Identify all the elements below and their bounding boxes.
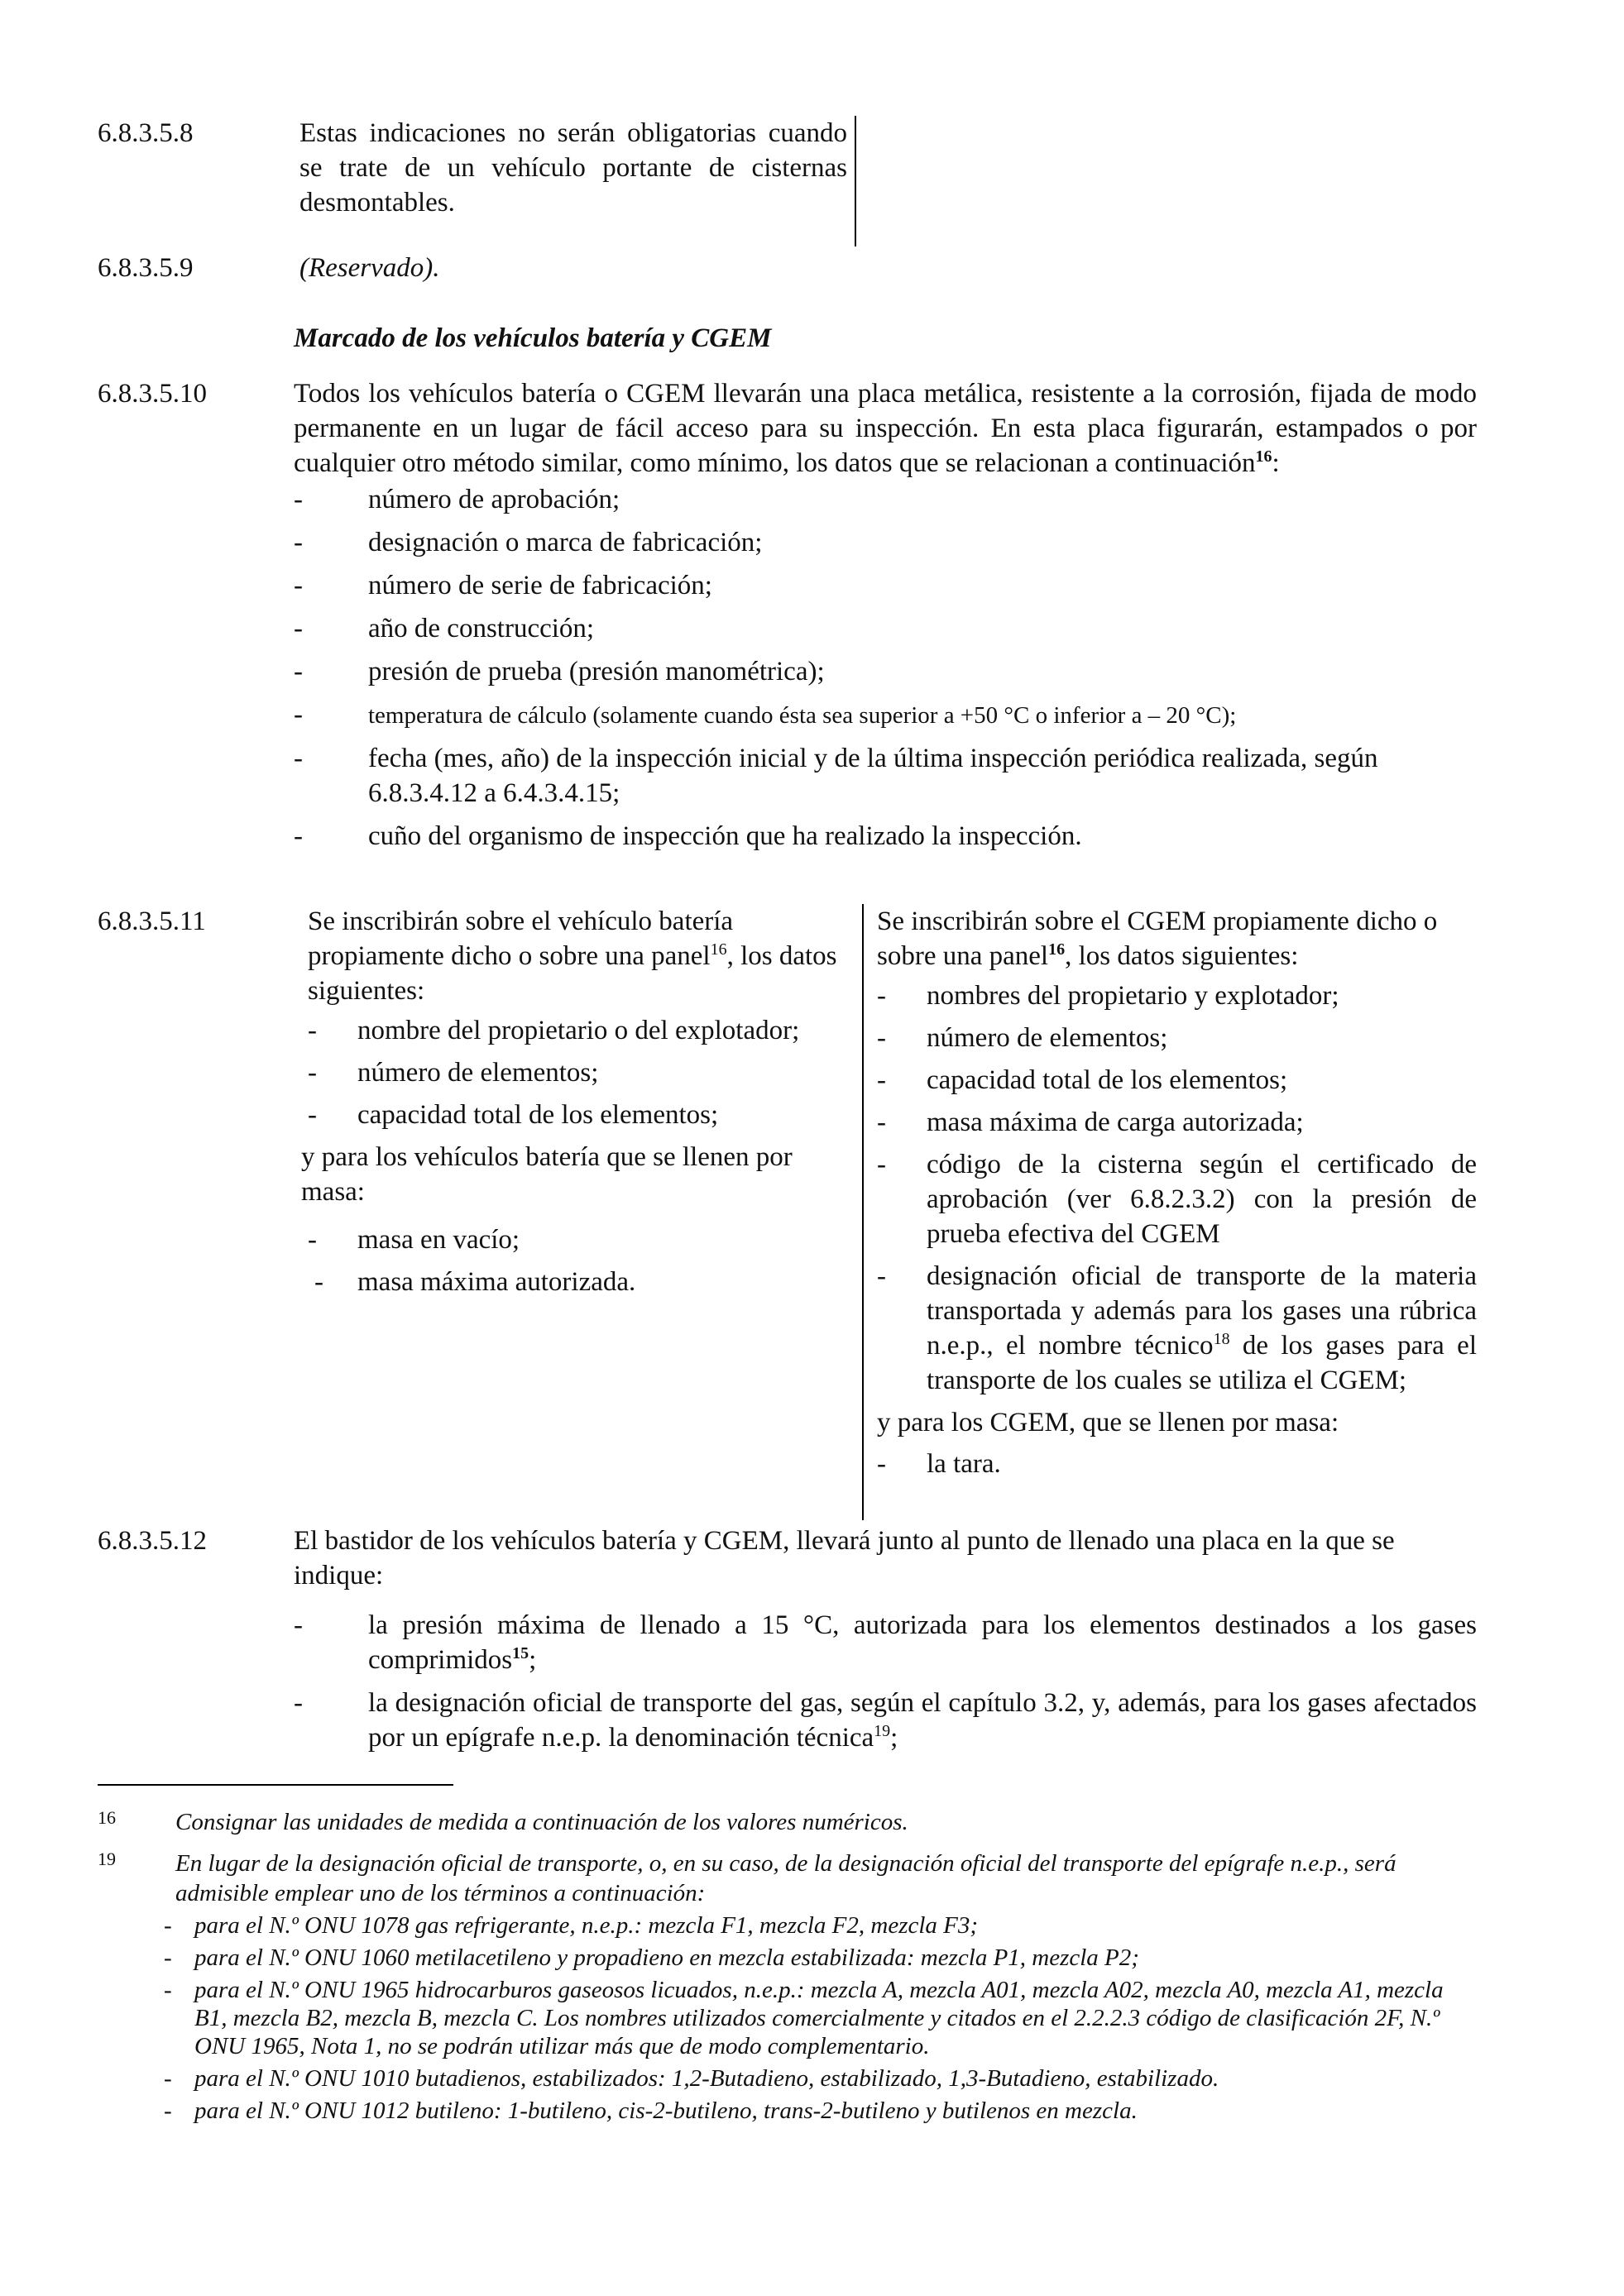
section-number-6-8-3-5-12: 6.8.3.5.12 — [98, 1526, 207, 1556]
footnote-ref-16[interactable]: 16 — [710, 940, 727, 959]
footnote-ref-18[interactable]: 18 — [1213, 1330, 1230, 1348]
list-item: - capacidad total de los elementos; — [308, 1100, 719, 1130]
footnote-19-list — [149, 1911, 1478, 2125]
section-number-6-8-3-5-10: 6.8.3.5.10 — [98, 379, 207, 409]
footnote-list-item: - para el N.º ONU 1012 butileno: 1-butileno, cis-2-butileno, trans-2-butileno y butilenos en mezcla. — [164, 2097, 1138, 2124]
section-6-8-3-5-12 — [294, 1523, 1477, 1763]
footnote-ref-19[interactable]: 19 — [874, 1722, 891, 1740]
list-item: - presión de prueba (presión manométrica); — [294, 657, 825, 686]
filling-plate-list — [294, 1608, 1477, 1755]
section-text-6-8-3-5-8: Estas indicaciones no serán obligatorias cuando se trate de un vehículo portante de cisternas desmontables. — [299, 118, 847, 218]
list-item: - capacidad total de los elementos; — [877, 1065, 1288, 1095]
list-item: - designación o marca de fabricación; — [294, 528, 763, 557]
marking-data-list — [294, 482, 1477, 854]
section-6-8-3-5-10 — [294, 376, 1477, 862]
list-item: - nombre del propietario o del explotador; — [308, 1016, 800, 1045]
cgem-mass-intro: y para los CGEM, que se llenen por masa: — [877, 1408, 1339, 1437]
footnote-number-16: 16 — [98, 1807, 116, 1828]
cgem-intro: Se inscribirán sobre el CGEM propiamente dicho o sobre una panel$^{16}$, los datos siguientes: — [877, 906, 1438, 971]
change-bar — [855, 116, 856, 246]
cgem-mass-list — [877, 1447, 1477, 1481]
section-number-6-8-3-5-11: 6.8.3.5.11 — [98, 906, 206, 936]
cgem-column — [877, 904, 1477, 1489]
list-item: - número de elementos; — [877, 1023, 1168, 1053]
section-number-6-8-3-5-8: 6.8.3.5.8 — [98, 118, 194, 148]
footnote-list-item: - para el N.º ONU 1078 gas refrigerante, n.e.p.: mezcla F1, mezcla F2, mezcla F3; — [164, 1912, 979, 1939]
footnote-separator — [98, 1784, 453, 1786]
battery-vehicle-intro: Se inscribirán sobre el vehículo batería propiamente dicho o sobre una panel$^{16}$, los datos siguientes: — [308, 906, 837, 1006]
list-item: - masa máxima de carga autorizada; — [877, 1107, 1304, 1137]
list-item: - número de aprobación; — [294, 485, 620, 514]
cgem-list — [877, 978, 1477, 1398]
footnote-ref-16[interactable]: 16 — [1048, 940, 1066, 959]
list-item: - número de serie de fabricación; — [294, 571, 712, 600]
battery-vehicle-mass-intro: y para los vehículos batería que se llenen por masa: — [301, 1142, 793, 1207]
battery-vehicle-list — [308, 1013, 846, 1132]
subsection-heading: Marcado de los vehículos batería y CGEM — [294, 323, 772, 353]
battery-vehicle-column — [301, 904, 846, 1307]
footnote-19 — [149, 1849, 1478, 2129]
footnote-list-item: - para el N.º ONU 1965 hidrocarburos gaseosos licuados, n.e.p.: mezcla A, mezcla A01, mezcla A02, mezcla A0, mezcla A1, mezcla B1, mezcla B2, mezcla B, mezcla C. Los nombres utilizados comercialmente y citados en el 2.2.2.3 código de clasificación 2F, N.º ONU 1965, Nota 1, no se podrán utilizar más que de modo complementario. — [164, 1977, 1444, 2059]
section-text-6-8-3-5-10: Todos los vehículos batería o CGEM llevarán una placa metálica, resistente a la corrosión, fijada de modo permanente en un lugar de fácil acceso para su inspección. En esta placa figurarán, estampados o por cualquier otro método similar, como mínimo, los datos que se relacionan a continuación$^{16}$: — [294, 379, 1477, 478]
footnote-number-19: 19 — [98, 1849, 116, 1869]
column-divider — [862, 904, 864, 1520]
section-number-6-8-3-5-9: 6.8.3.5.9 — [98, 253, 194, 283]
footnote-16: Consignar las unidades de medida a continuación de los valores numéricos. — [175, 1809, 908, 1835]
list-item: - número de elementos; — [308, 1058, 599, 1088]
section-text-6-8-3-5-9: (Reservado). — [299, 253, 440, 283]
list-item: - masa en vacío; — [308, 1225, 520, 1255]
footnote-ref-15[interactable]: 15 — [512, 1644, 529, 1662]
footnote-list-item: - para el N.º ONU 1010 butadienos, estabilizados: 1,2-Butadieno, estabilizado, 1,3-Butadieno, estabilizado. — [164, 2065, 1219, 2092]
list-item: - fecha (mes, año) de la inspección inicial y de la última inspección periódica realizada, según 6.8.3.4.12 a 6.4.3.4.15; — [294, 744, 1378, 808]
battery-vehicle-mass-list — [308, 1222, 846, 1299]
list-item: - designación oficial de transporte de la materia transportada y además para los gases una rúbrica n.e.p., el nombre técnico$^{18}$ de los gases para el transporte de los cuales se utiliza el CGEM; — [877, 1261, 1477, 1395]
footnote-ref-16[interactable]: 16 — [1255, 447, 1272, 466]
section-text-6-8-3-5-12: El bastidor de los vehículos batería y CGEM, llevará junto al punto de llenado una placa en la que se indique: — [294, 1526, 1395, 1590]
list-item: - la presión máxima de llenado a 15 °C, autorizada para los elementos destinados a los gases comprimidos$^{15}$; — [294, 1610, 1477, 1675]
list-item: - temperatura de cálculo (solamente cuando ésta sea superior a +50 °C o inferior a – 20 °C); — [294, 700, 1237, 729]
list-item: - cuño del organismo de inspección que ha realizado la inspección. — [294, 821, 1082, 851]
list-item: - masa máxima autorizada. — [314, 1267, 636, 1297]
list-item: - la tara. — [877, 1449, 1001, 1479]
list-item: - código de la cisterna según el certificado de aprobación (ver 6.8.2.3.2) con la presión de prueba efectiva del CGEM — [877, 1150, 1477, 1249]
footnote-list-item: - para el N.º ONU 1060 metilacetileno y propadieno en mezcla estabilizada: mezcla P1, mezcla P2; — [164, 1944, 1139, 1971]
list-item: - nombres del propietario y explotador; — [877, 981, 1339, 1011]
list-item: - la designación oficial de transporte del gas, según el capítulo 3.2, y, además, para los gases afectados por un epígrafe n.e.p. la denominación técnica$^{19}$; — [294, 1688, 1477, 1753]
footnote-19-text: En lugar de la designación oficial de transporte, o, en su caso, de la designación oficial del transporte del epígrafe n.e.p., será admisible emplear uno de los términos a continuación: — [175, 1850, 1396, 1906]
list-item: - año de construcción; — [294, 614, 595, 643]
